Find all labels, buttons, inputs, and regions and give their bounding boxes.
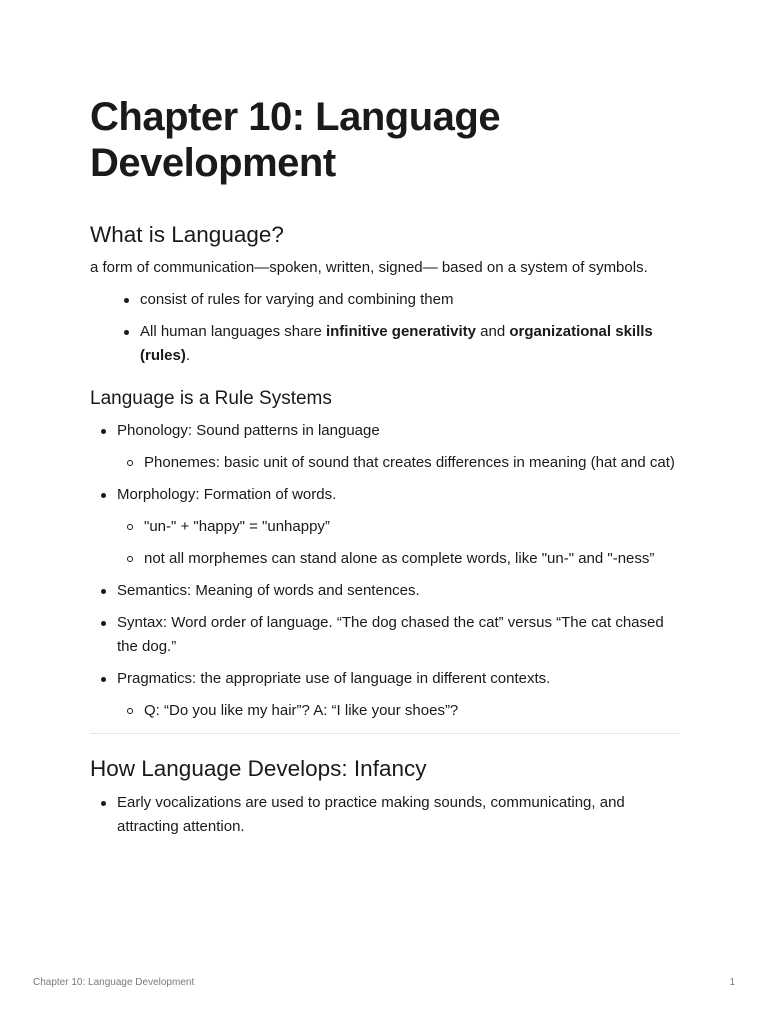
language-bullets [90, 288, 680, 368]
list-item: Semantics: Meaning of words and sentences. [90, 579, 680, 603]
list-item: consist of rules for varying and combining them [90, 288, 680, 312]
footer-title: Chapter 10: Language Development [33, 977, 195, 988]
sub-list [117, 515, 680, 571]
list-item: Syntax: Word order of language. “The dog chased the cat” versus “The cat chased the dog.” [90, 611, 680, 659]
sub-list [117, 699, 680, 723]
bold-term: organizational skills (rules) [140, 323, 653, 364]
footer-page-number: 1 [729, 977, 735, 988]
sub-list [117, 451, 680, 475]
sub-list-item: Q: “Do you like my hair”? A: “I like your shoes”? [117, 699, 680, 723]
section-divider [90, 733, 680, 734]
section-heading-rule-systems: Language is a Rule Systems [90, 388, 332, 409]
page-title: Chapter 10: Language Development [90, 95, 501, 185]
section-intro: a form of communication—spoken, written, signed— based on a system of symbols. [90, 259, 648, 276]
bold-term: infinitive generativity [325, 323, 477, 340]
list-item: Phonology: Sound patterns in language Phonemes: basic unit of sound that creates differences in meaning (hat and cat) [90, 419, 680, 475]
list-item: All human languages share infinitive generativity and organizational skills (rules). [90, 320, 680, 368]
sub-list-item: not all morphemes can stand alone as complete words, like "un-" and "-ness” [117, 547, 680, 571]
rule-systems-list [90, 419, 680, 723]
list-item: Pragmatics: the appropriate use of language in different contexts. Q: “Do you like my hair”? A: “I like your shoes”? [90, 667, 680, 723]
sub-list-item: Phonemes: basic unit of sound that creates differences in meaning (hat and cat) [117, 451, 680, 475]
infancy-list [90, 791, 680, 839]
section-heading-infancy: How Language Develops: Infancy [90, 756, 427, 781]
list-item: Morphology: Formation of words. "un-" + "happy" = "unhappy” not all morphemes can stand alone as complete words, like "un-" and "-ness” [90, 483, 680, 571]
list-item: Early vocalizations are used to practice making sounds, communicating, and attracting attention. [90, 791, 680, 839]
document-page [90, 94, 680, 839]
sub-list-item: "un-" + "happy" = "unhappy” [117, 515, 680, 539]
section-heading-what-is-language: What is Language? [90, 222, 284, 247]
